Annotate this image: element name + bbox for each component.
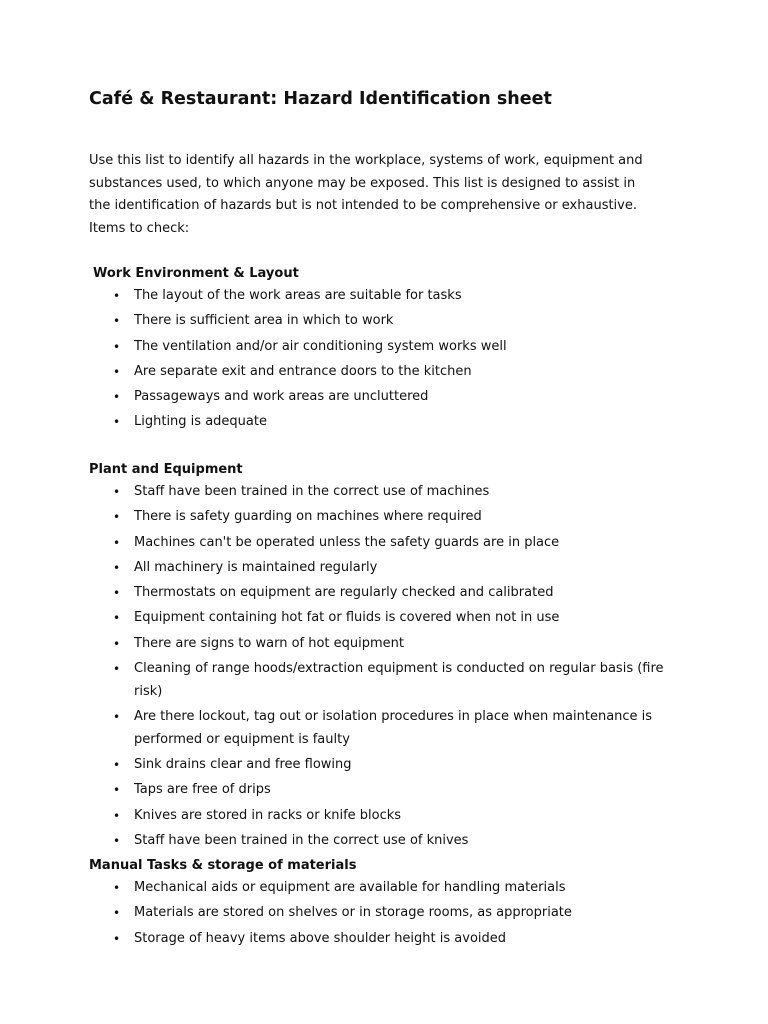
bullet-icon: • [113,833,121,848]
bullet-icon: • [113,931,121,946]
bullet-icon: • [113,662,121,677]
bullet-icon: • [113,289,121,303]
list-item [89,361,689,384]
bullet-icon: • [113,808,121,823]
list-item [89,532,689,555]
list-item-text: There are signs to warn of hot equipment [134,635,405,651]
list-item-text: Are separate exit and entrance doors to the kitchen [134,363,472,379]
checklist [89,481,689,853]
checklist [89,285,689,434]
list-item-text: Lighting is adequate [134,414,267,430]
list-item [89,658,689,703]
list-item [89,902,689,925]
list-item-text: Materials are stored on shelves or in storage rooms, as appropriate [134,905,572,921]
list-item [89,607,689,630]
list-item-text: Staff have been trained in the correct use of machines [134,484,490,499]
list-item [89,506,689,529]
list-item [89,633,689,656]
list-item [89,830,689,853]
list-item [89,779,689,802]
section-work-environment [89,263,689,437]
bullet-icon: • [113,783,121,798]
list-item-text: There is sufficient area in which to work [134,313,394,329]
section-heading: Manual Tasks & storage of materials [89,858,357,873]
list-item [89,928,689,951]
bullet-icon: • [113,906,121,921]
section-heading: Plant and Equipment [89,462,243,477]
section-manual-tasks [89,855,689,953]
list-item-text: Taps are free of drips [134,782,271,798]
list-item-text: The layout of the work areas are suitable for tasks [134,288,462,303]
list-item [89,386,689,409]
list-item-text: Knives are stored in racks or knife blocks [134,807,402,823]
list-item-text: Passageways and work areas are uncluttered [134,389,429,405]
intro-paragraph: Use this list to identify all hazards in the workplace, systems of work, equipment and substances used, to which anyone may be exposed. This list is designed to assist in the identification of hazards but is not intended to be comprehensive or exhaustive. Items to check: [89,153,643,237]
list-item-text: Equipment containing hot fat or fluids is covered when not in use [134,610,560,626]
bullet-icon: • [113,535,121,550]
list-item-text: There is safety guarding on machines where required [134,509,482,525]
list-item-text: Staff have been trained in the correct use of knives [134,832,469,848]
list-item-text: Storage of heavy items above shoulder height is avoided [134,930,507,946]
bullet-icon: • [113,314,121,329]
bullet-icon: • [113,390,121,405]
bullet-icon: • [113,611,121,626]
list-item [89,706,689,751]
section-plant-equipment [89,459,689,855]
bullet-icon: • [113,485,121,499]
list-item [89,582,689,605]
list-item [89,557,689,580]
checklist [89,877,689,950]
list-item [89,481,689,504]
list-item [89,310,689,333]
list-item [89,336,689,359]
list-item [89,805,689,828]
bullet-icon: • [113,560,121,575]
list-item [89,877,689,900]
list-item-text: The ventilation and/or air conditioning system works well [134,338,507,354]
bullet-icon: • [113,510,121,525]
bullet-icon: • [113,710,121,725]
page-title: Café & Restaurant: Hazard Identification sheet [89,89,552,109]
list-item-text: Mechanical aids or equipment are available for handling materials [134,880,566,895]
bullet-icon: • [113,364,121,379]
bullet-icon: • [113,586,121,601]
list-item-text: Machines can't be operated unless the safety guards are in place [134,534,560,550]
list-item-text: Thermostats on equipment are regularly checked and calibrated [134,585,554,601]
bullet-icon: • [113,636,121,651]
section-heading: Work Environment & Layout [93,266,299,281]
list-item [89,411,689,434]
list-item-text: Cleaning of range hoods/extraction equipment is conducted on regular basis (fire risk) [134,661,664,699]
list-item [89,754,689,777]
list-item-text: Are there lockout, tag out or isolation procedures in place when maintenance is performed or equipment is faulty [134,709,653,747]
bullet-icon: • [113,415,121,430]
list-item-text: All machinery is maintained regularly [134,559,378,575]
list-item-text: Sink drains clear and free flowing [134,757,352,773]
list-item [89,285,689,308]
bullet-icon: • [113,881,121,895]
bullet-icon: • [113,758,121,773]
bullet-icon: • [113,339,121,354]
